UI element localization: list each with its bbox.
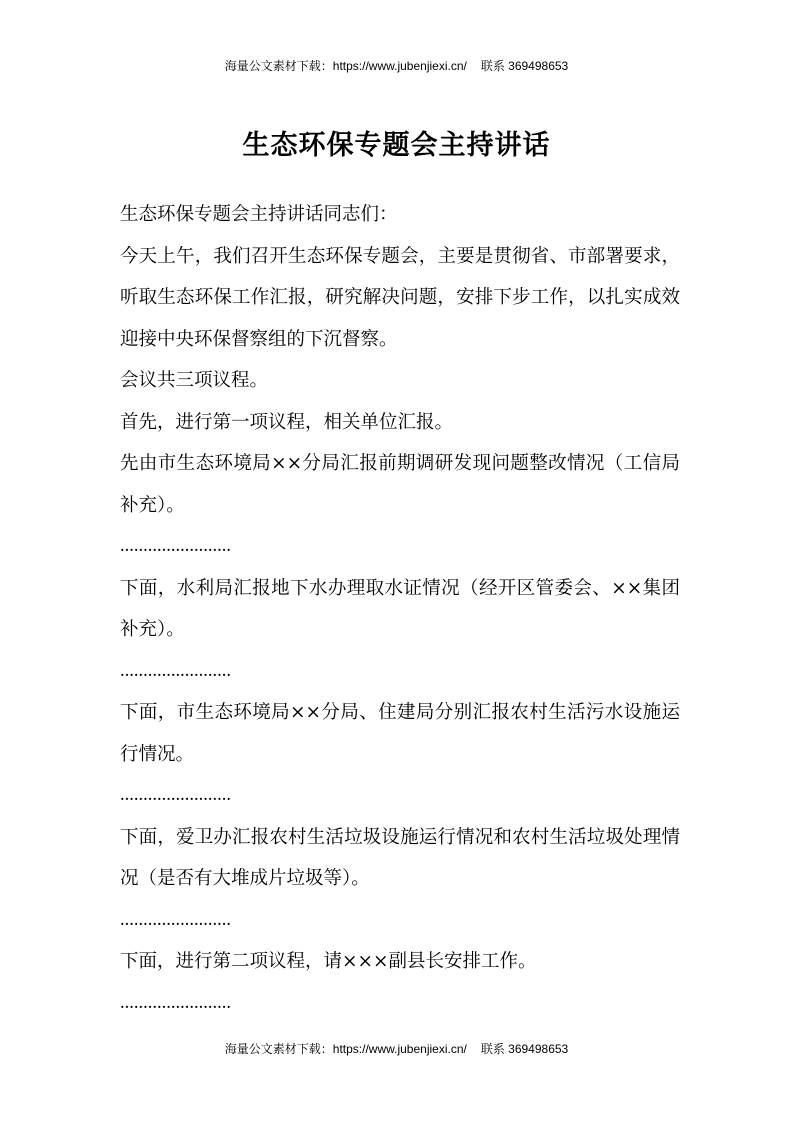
paragraph-agenda-one: 首先，进行第一项议程，相关单位汇报。 xyxy=(120,411,454,433)
paragraph-report-water: 下面，水利局汇报地下水办理取水证情况（经开区管委会、××集团补充）。 xyxy=(120,577,680,640)
ellipsis-line: ........................ xyxy=(120,992,231,1013)
paragraph-agenda-count: 会议共三项议程。 xyxy=(120,370,269,391)
paragraph-report-garbage: 下面，爱卫办汇报农村生活垃圾设施运行情况和农村生活垃圾处理情况（是否有大堆成片垃圾等）。 xyxy=(120,826,680,889)
header-url-link[interactable]: https://www.jubenjiexi.cn/ xyxy=(332,59,467,73)
paragraph-greeting: 生态环保专题会主持讲话同志们： xyxy=(120,204,398,225)
document-title: 生态环保专题会主持讲话 xyxy=(242,130,551,161)
paragraph-agenda-two: 下面，进行第二项议程，请×××副县长安排工作。 xyxy=(120,951,537,972)
page-header xyxy=(0,58,793,74)
header-contact: 联系 369498653 xyxy=(480,59,569,73)
document-body xyxy=(120,194,680,1024)
footer-contact: 联系 369498653 xyxy=(480,1042,569,1056)
ellipsis-line: ........................ xyxy=(120,536,231,556)
footer-url-link[interactable]: https://www.jubenjiexi.cn/ xyxy=(332,1042,467,1056)
ellipsis-line: ........................ xyxy=(120,785,231,805)
ellipsis-line: ........................ xyxy=(120,660,231,681)
paragraph-intro: 今天上午，我们召开生态环保专题会，主要是贯彻省、市部署要求，听取生态环保工作汇报，研究解决问题，安排下步工作，以扎实成效迎接中央环保督察组的下沉督察。 xyxy=(120,245,680,350)
ellipsis-line: ........................ xyxy=(120,909,231,930)
paragraph-report-sewage: 下面，市生态环境局××分局、住建局分别汇报农村生活污水设施运行情况。 xyxy=(120,702,680,765)
header-label: 海量公文素材下载： xyxy=(224,59,333,73)
footer-label: 海量公文素材下载： xyxy=(224,1042,333,1056)
page-footer xyxy=(0,1041,793,1057)
paragraph-report-env: 先由市生态环境局××分局汇报前期调研发现问题整改情况（工信局补充）。 xyxy=(120,453,680,516)
